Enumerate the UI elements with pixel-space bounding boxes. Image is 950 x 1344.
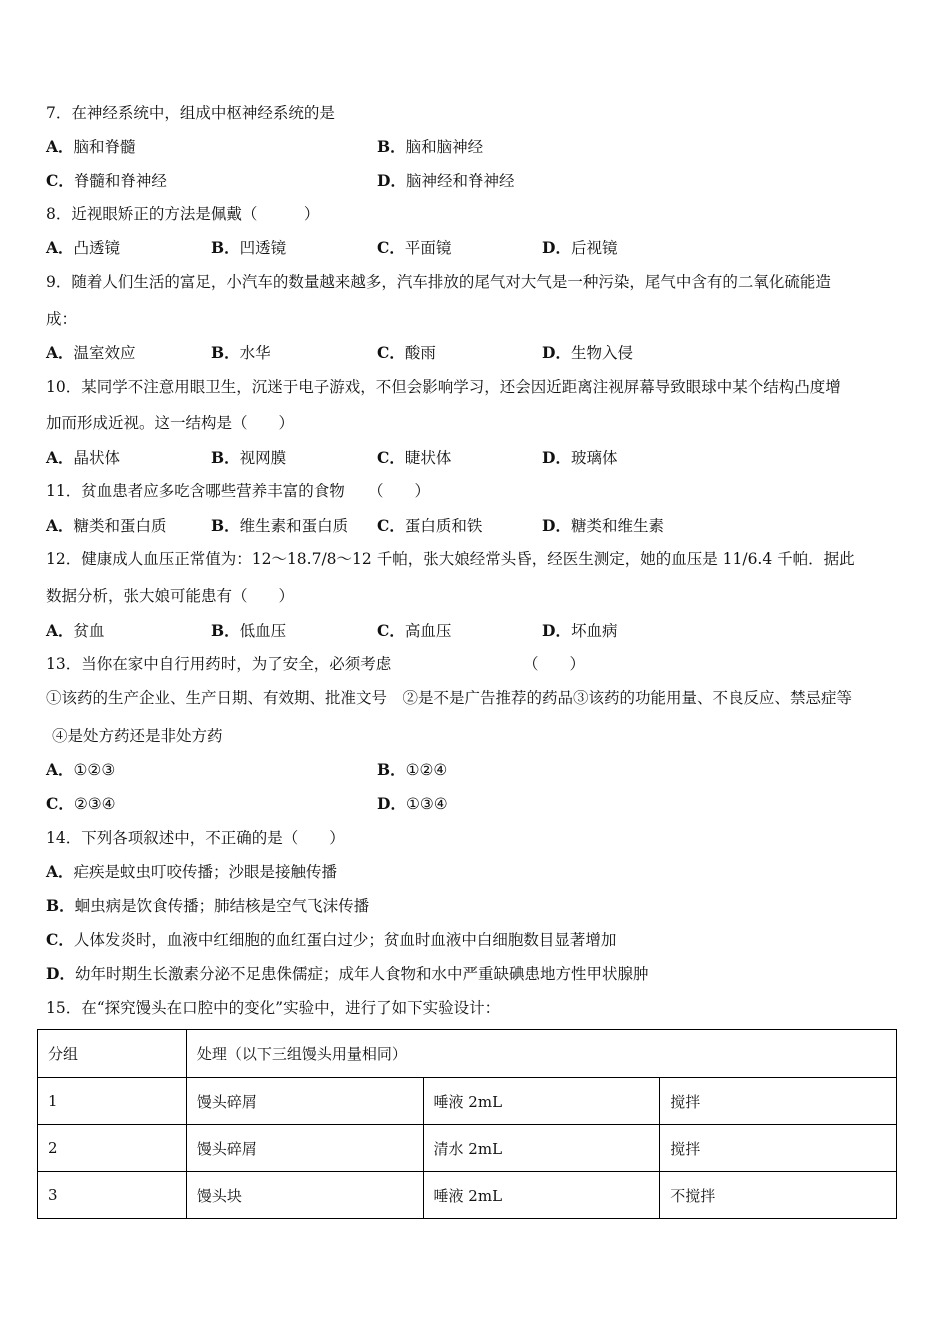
option-text: 脊髓和脊神经 — [73, 172, 167, 190]
question-13-statements-line-2 — [52, 726, 223, 746]
option-text: 平面镜 — [404, 239, 452, 257]
question-stem: 15．在“探究馒头在口腔中的变化”实验中，进行了如下实验设计： — [46, 999, 501, 1017]
option-text: ②③④ — [73, 795, 116, 813]
q11-option-c: C．蛋白质和铁 — [377, 516, 483, 535]
q9-option-c: C．酸雨 — [377, 343, 436, 362]
question-statements: ④是处方药还是非处方药 — [52, 727, 223, 745]
option-text: 蛔虫病是饮食传播；肺结核是空气飞沫传播 — [74, 897, 370, 915]
question-9-line-2 — [46, 309, 77, 329]
option-text: 高血压 — [404, 622, 452, 640]
question-stem: 7．在神经系统中，组成中枢神经系统的是 — [46, 104, 335, 122]
table-row — [38, 1078, 897, 1125]
table-cell: 不搅拌 — [660, 1172, 897, 1219]
q7-option-b: B．脑和脑神经 — [377, 137, 484, 156]
q14-option-a: A．疟疾是蚊虫叮咬传播；沙眼是接触传播 — [46, 862, 338, 881]
table-cell: 2 — [38, 1125, 187, 1172]
option-text: 晶状体 — [73, 449, 121, 467]
question-12-line-2 — [46, 586, 294, 606]
option-text: 贫血 — [73, 622, 105, 640]
option-text: 人体发炎时，血液中红细胞的血红蛋白过少；贫血时血液中白细胞数目显著增加 — [73, 931, 617, 949]
q10-option-b: B．视网膜 — [211, 448, 287, 467]
option-text: ①②③ — [73, 761, 116, 779]
table-row — [38, 1172, 897, 1219]
table-header-cell: 处理（以下三组馒头用量相同） — [186, 1030, 896, 1078]
option-text: ①②④ — [405, 761, 448, 779]
option-text: 幼年时期生长激素分泌不足患侏儒症；成年人食物和水中严重缺碘患地方性甲状腺肿 — [74, 965, 649, 983]
q9-option-a: A．温室效应 — [46, 343, 136, 362]
question-12-line-1 — [46, 549, 855, 569]
table-cell: 3 — [38, 1172, 187, 1219]
option-text: 凹透镜 — [239, 239, 287, 257]
table-header-row — [38, 1030, 897, 1078]
option-text: 脑和脑神经 — [405, 138, 484, 156]
q12-option-c: C．高血压 — [377, 621, 452, 640]
table-cell: 清水 2mL — [423, 1125, 660, 1172]
table-cell: 馒头碎屑 — [186, 1078, 423, 1125]
q13-option-c: C．②③④ — [46, 794, 116, 813]
table-row — [38, 1125, 897, 1172]
question-8 — [46, 204, 319, 224]
option-text: 水华 — [239, 344, 271, 362]
option-text: 后视镜 — [570, 239, 618, 257]
option-text: 温室效应 — [73, 344, 136, 362]
q12-option-a: A．贫血 — [46, 621, 105, 640]
q11-option-a: A．糖类和蛋白质 — [46, 516, 167, 535]
option-text: ①③④ — [405, 795, 448, 813]
table-cell: 搅拌 — [660, 1078, 897, 1125]
q9-option-d: D．生物入侵 — [542, 343, 633, 362]
table-cell: 1 — [38, 1078, 187, 1125]
table-cell: 馒头碎屑 — [186, 1125, 423, 1172]
option-text: 蛋白质和铁 — [404, 517, 483, 535]
option-text: 维生素和蛋白质 — [239, 517, 349, 535]
option-text: 糖类和维生素 — [570, 517, 664, 535]
question-15 — [46, 998, 500, 1018]
option-text: 脑神经和脊神经 — [405, 172, 515, 190]
question-11 — [46, 481, 430, 501]
option-text: 酸雨 — [404, 344, 436, 362]
option-text: 坏血病 — [570, 622, 618, 640]
table-header-cell: 分组 — [38, 1030, 187, 1078]
q8-option-b: B．凹透镜 — [211, 238, 287, 257]
table-cell: 唾液 2mL — [423, 1078, 660, 1125]
q7-option-a: A．脑和脊髓 — [46, 137, 136, 156]
question-stem: 11．贫血患者应多吃含哪些营养丰富的食物 （ ） — [46, 482, 430, 500]
option-text: 生物入侵 — [570, 344, 633, 362]
q10-option-a: A．晶状体 — [46, 448, 121, 467]
question-stem: 成： — [46, 310, 78, 328]
q7-option-d: D．脑神经和脊神经 — [377, 171, 515, 190]
table-cell: 唾液 2mL — [423, 1172, 660, 1219]
q13-option-b: B．①②④ — [377, 760, 448, 779]
question-14 — [46, 828, 345, 848]
option-text: 睫状体 — [404, 449, 452, 467]
q14-option-d: D．幼年时期生长激素分泌不足患侏儒症；成年人食物和水中严重缺碘患地方性甲状腺肿 — [46, 964, 649, 983]
q8-option-a: A．凸透镜 — [46, 238, 121, 257]
q13-option-d: D．①③④ — [377, 794, 448, 813]
table-cell: 搅拌 — [660, 1125, 897, 1172]
question-stem: 9．随着人们生活的富足，小汽车的数量越来越多，汽车排放的尾气对大气是一种污染，尾气中含有的二氧化硫能造 — [46, 273, 831, 291]
question-stem: 10．某同学不注意用眼卫生，沉迷于电子游戏，不但会影响学习，还会因近距离注视屏幕导致眼球中某个结构凸度增 — [46, 378, 841, 396]
q12-option-b: B．低血压 — [211, 621, 287, 640]
option-text: 玻璃体 — [570, 449, 618, 467]
question-13-statements-line-1 — [46, 688, 852, 708]
option-text: 视网膜 — [239, 449, 287, 467]
q11-option-d: D．糖类和维生素 — [542, 516, 664, 535]
question-10-line-2 — [46, 413, 294, 433]
option-text: 凸透镜 — [73, 239, 121, 257]
option-text: 糖类和蛋白质 — [73, 517, 167, 535]
question-statements: ①该药的生产企业、生产日期、有效期、批准文号 ②是不是广告推荐的药品③该药的功能用量、不良反应、禁忌症等 — [46, 689, 853, 707]
question-9-line-1 — [46, 272, 831, 292]
q10-option-c: C．睫状体 — [377, 448, 452, 467]
question-7 — [46, 103, 335, 123]
question-13 — [46, 654, 585, 674]
question-stem: 8．近视眼矫正的方法是佩戴（ ） — [46, 205, 320, 223]
q9-option-b: B．水华 — [211, 343, 271, 362]
option-text: 脑和脊髓 — [73, 138, 136, 156]
question-stem: 13．当你在家中自行用药时，为了安全，必须考虑 （ ） — [46, 655, 585, 673]
option-text: 疟疾是蚊虫叮咬传播；沙眼是接触传播 — [73, 863, 338, 881]
q8-option-d: D．后视镜 — [542, 238, 618, 257]
table-cell: 馒头块 — [186, 1172, 423, 1219]
question-stem: 加而形成近视。这一结构是（ ） — [46, 414, 295, 432]
q13-option-a: A．①②③ — [46, 760, 116, 779]
q11-option-b: B．维生素和蛋白质 — [211, 516, 349, 535]
q14-option-b: B．蛔虫病是饮食传播；肺结核是空气飞沫传播 — [46, 896, 370, 915]
q12-option-d: D．坏血病 — [542, 621, 618, 640]
q10-option-d: D．玻璃体 — [542, 448, 618, 467]
question-stem: 14．下列各项叙述中，不正确的是（ ） — [46, 829, 345, 847]
q8-option-c: C．平面镜 — [377, 238, 452, 257]
experiment-table — [37, 1029, 897, 1219]
q7-option-c: C．脊髓和脊神经 — [46, 171, 167, 190]
question-stem: 数据分析，张大娘可能患有（ ） — [46, 587, 295, 605]
q14-option-c: C．人体发炎时，血液中红细胞的血红蛋白过少；贫血时血液中白细胞数目显著增加 — [46, 930, 617, 949]
question-stem: 12．健康成人血压正常值为：12～18.7/8～12 千帕，张大娘经常头昏，经医生测定，她的血压是 11/6.4 千帕．据此 — [46, 550, 855, 568]
question-10-line-1 — [46, 377, 841, 397]
option-text: 低血压 — [239, 622, 287, 640]
